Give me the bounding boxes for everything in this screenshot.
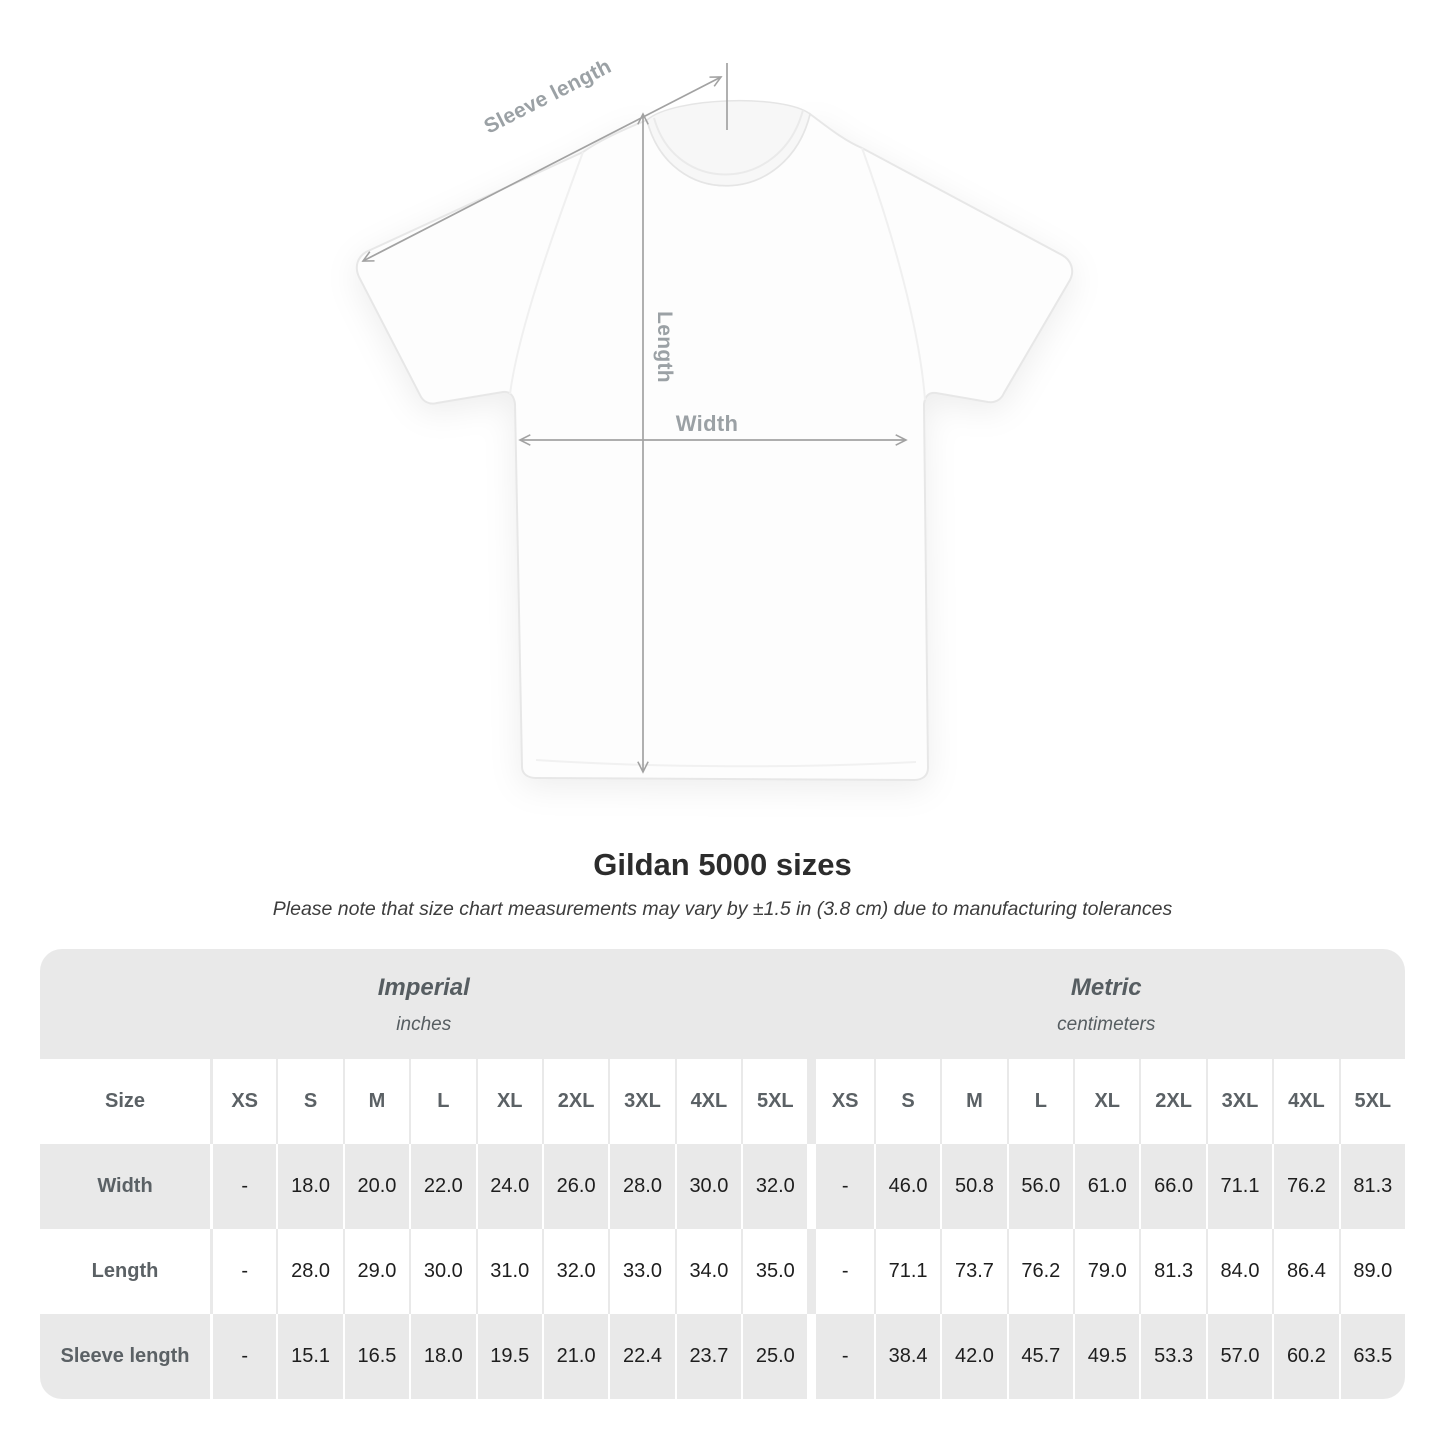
- size-header-imperial: L: [409, 1059, 475, 1144]
- metric-unit-label: centimeters: [1057, 1014, 1156, 1035]
- row-label: Width: [40, 1144, 210, 1229]
- value-cell: -: [807, 1229, 873, 1314]
- metric-label: Metric: [1070, 974, 1142, 1001]
- page-title: Gildan 5000 sizes: [593, 847, 852, 882]
- value-cell: 33.0: [608, 1229, 674, 1314]
- value-cell: 19.5: [476, 1314, 542, 1399]
- length-label: Length: [653, 311, 676, 383]
- size-header-metric: XS: [807, 1059, 873, 1144]
- value-cell: 35.0: [741, 1229, 807, 1314]
- size-header-metric: L: [1007, 1059, 1073, 1144]
- value-cell: 84.0: [1206, 1229, 1272, 1314]
- size-table-grid: [40, 1059, 1405, 1399]
- value-cell: 24.0: [476, 1144, 542, 1229]
- value-cell: 31.0: [476, 1229, 542, 1314]
- value-cell: -: [807, 1144, 873, 1229]
- value-cell: 21.0: [542, 1314, 608, 1399]
- size-header-metric: 5XL: [1339, 1059, 1405, 1144]
- value-cell: 71.1: [874, 1229, 940, 1314]
- unit-header-band: [40, 949, 1405, 1059]
- imperial-label: Imperial: [377, 974, 470, 1001]
- value-cell: 18.0: [409, 1314, 475, 1399]
- value-cell: 32.0: [542, 1229, 608, 1314]
- size-header-imperial: S: [276, 1059, 342, 1144]
- value-cell: 81.3: [1339, 1144, 1405, 1229]
- value-cell: -: [210, 1229, 276, 1314]
- size-header-metric: 3XL: [1206, 1059, 1272, 1144]
- size-header-imperial: M: [343, 1059, 409, 1144]
- imperial-section-header: [40, 974, 808, 1036]
- value-cell: 34.0: [675, 1229, 741, 1314]
- value-cell: -: [210, 1314, 276, 1399]
- size-header-metric: S: [874, 1059, 940, 1144]
- value-cell: 16.5: [343, 1314, 409, 1399]
- value-cell: 45.7: [1007, 1314, 1073, 1399]
- tolerance-note: Please note that size chart measurements may vary by ±1.5 in (3.8 cm) due to manufacturing tolerances: [272, 898, 1173, 920]
- size-header-imperial: XS: [210, 1059, 276, 1144]
- size-header-imperial: 3XL: [608, 1059, 674, 1144]
- value-cell: -: [807, 1314, 873, 1399]
- value-cell: 25.0: [741, 1314, 807, 1399]
- value-cell: 71.1: [1206, 1144, 1272, 1229]
- value-cell: 22.4: [608, 1314, 674, 1399]
- tshirt-graphic: [300, 40, 1160, 840]
- value-cell: 49.5: [1073, 1314, 1139, 1399]
- value-cell: 63.5: [1339, 1314, 1405, 1399]
- row-label: Length: [40, 1229, 210, 1314]
- value-cell: 73.7: [940, 1229, 1006, 1314]
- size-table-card: [40, 949, 1405, 1399]
- value-cell: 26.0: [542, 1144, 608, 1229]
- value-cell: 61.0: [1073, 1144, 1139, 1229]
- size-header-metric: M: [940, 1059, 1006, 1144]
- value-cell: 38.4: [874, 1314, 940, 1399]
- value-cell: 28.0: [276, 1229, 342, 1314]
- size-column-header: Size: [40, 1059, 210, 1144]
- value-cell: 22.0: [409, 1144, 475, 1229]
- value-cell: 81.3: [1139, 1229, 1205, 1314]
- size-header-imperial: 2XL: [542, 1059, 608, 1144]
- value-cell: 46.0: [874, 1144, 940, 1229]
- value-cell: 60.2: [1272, 1314, 1338, 1399]
- size-header-metric: XL: [1073, 1059, 1139, 1144]
- value-cell: -: [210, 1144, 276, 1229]
- value-cell: 20.0: [343, 1144, 409, 1229]
- sleeve-length-label: Sleeve length: [480, 54, 616, 139]
- metric-section-header: [808, 974, 1406, 1036]
- row-label: Sleeve length: [40, 1314, 210, 1399]
- value-cell: 53.3: [1139, 1314, 1205, 1399]
- value-cell: 56.0: [1007, 1144, 1073, 1229]
- value-cell: 66.0: [1139, 1144, 1205, 1229]
- value-cell: 28.0: [608, 1144, 674, 1229]
- value-cell: 29.0: [343, 1229, 409, 1314]
- value-cell: 79.0: [1073, 1229, 1139, 1314]
- value-cell: 30.0: [409, 1229, 475, 1314]
- value-cell: 23.7: [675, 1314, 741, 1399]
- value-cell: 30.0: [675, 1144, 741, 1229]
- size-header-imperial: 4XL: [675, 1059, 741, 1144]
- value-cell: 42.0: [940, 1314, 1006, 1399]
- size-header-imperial: XL: [476, 1059, 542, 1144]
- size-header-metric: 2XL: [1139, 1059, 1205, 1144]
- value-cell: 76.2: [1007, 1229, 1073, 1314]
- value-cell: 86.4: [1272, 1229, 1338, 1314]
- value-cell: 57.0: [1206, 1314, 1272, 1399]
- value-cell: 18.0: [276, 1144, 342, 1229]
- width-label: Width: [675, 411, 739, 436]
- value-cell: 50.8: [940, 1144, 1006, 1229]
- size-header-metric: 4XL: [1272, 1059, 1338, 1144]
- value-cell: 15.1: [276, 1314, 342, 1399]
- value-cell: 76.2: [1272, 1144, 1338, 1229]
- value-cell: 32.0: [741, 1144, 807, 1229]
- imperial-unit-label: inches: [396, 1014, 452, 1035]
- tshirt-body: [357, 114, 1072, 780]
- size-header-imperial: 5XL: [741, 1059, 807, 1144]
- value-cell: 89.0: [1339, 1229, 1405, 1314]
